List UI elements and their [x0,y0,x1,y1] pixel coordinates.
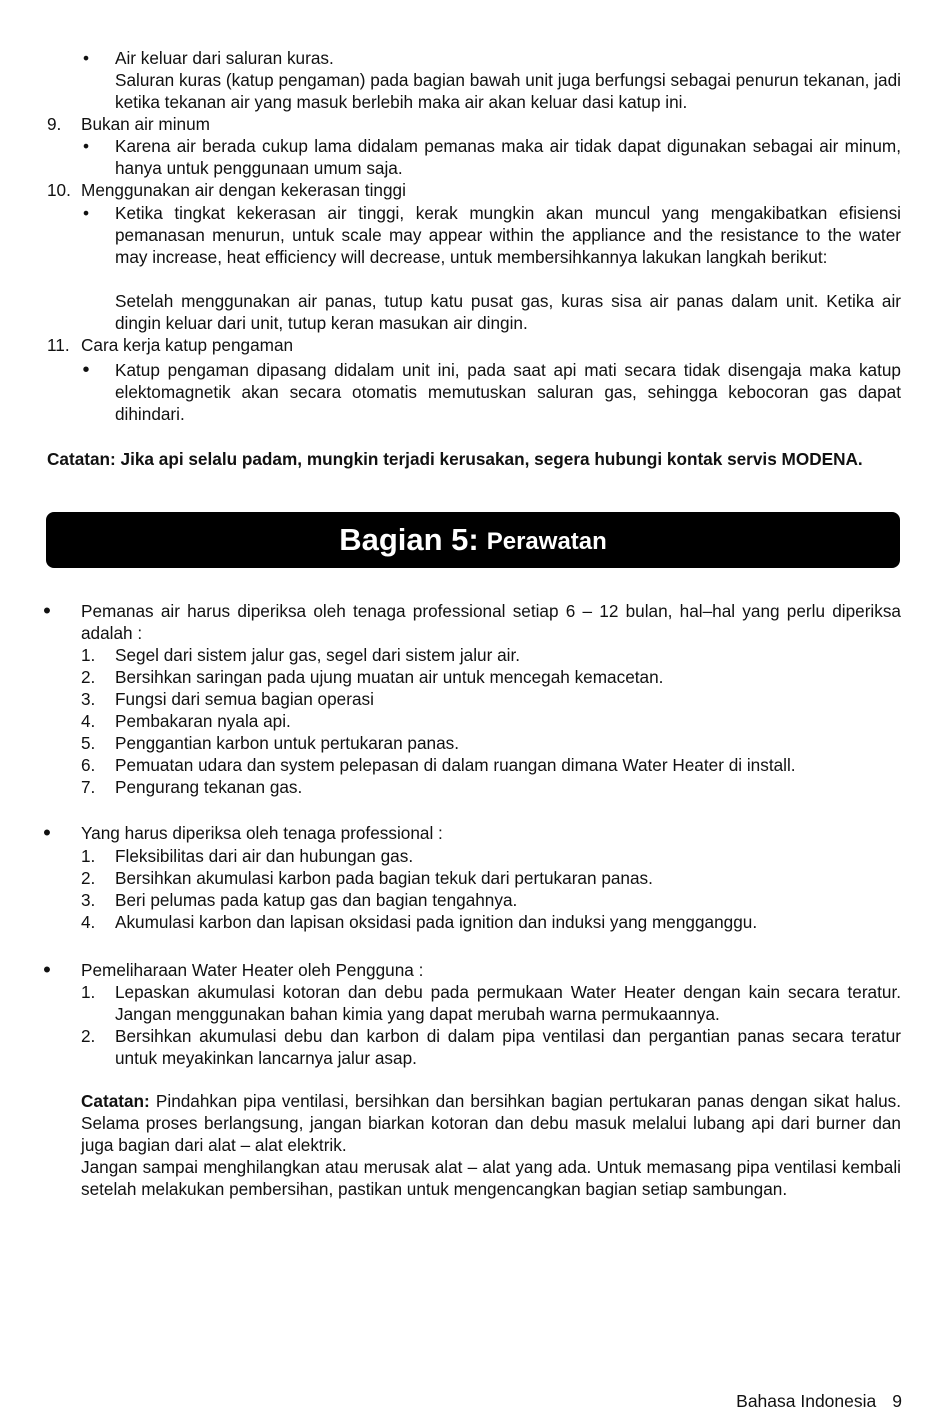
list-item [81,666,901,688]
list-item [81,889,901,911]
list-item-number: 4. [81,711,96,731]
list-item-text: Bersihkan akumulasi debu dan karbon di dalam pipa ventilasi dan pergantian panas secara teratur untuk meyakinkan lancarnya jalur asap. [115,1026,901,1068]
list-item-text: Lepaskan akumulasi kotoran dan debu pada permukaan Water Heater dengan kain secara teratur. Jangan menggunakan bahan kimia yang dapat merubah warna permukaannya. [115,982,901,1024]
list-item-number: 3. [81,689,96,709]
drain-bullet-label: Air keluar dari saluran kuras. [115,48,334,68]
list-item-number: 7. [81,777,96,797]
group-2-list [81,845,901,933]
list-item-text: Bersihkan saringan pada ujung muatan air untuk mencegah kemacetan. [115,667,664,687]
list-item [81,710,901,732]
list-item-text: Bersihkan akumulasi karbon pada bagian tekuk dari pertukaran panas. [115,868,653,888]
list-item [81,911,901,933]
item-10-bullet: Ketika tingkat kekerasan air tinggi, kerak mungkin akan muncul yang mengakibatkan efisiensi pemanasan menurun, untuk scale may appear within the appliance and the resistance to the water may increase, heat efficiency will decrease, untuk membersihkannya lakukan langkah berikut: [115,203,901,267]
bullet-icon: • [43,820,51,845]
list-item-text: Fungsi dari semua bagian operasi [115,689,374,709]
list-item-number: 3. [81,890,96,910]
footer-language: Bahasa Indonesia [736,1391,877,1411]
item-10-title: Menggunakan air dengan kekerasan tinggi [81,180,406,200]
item-11-bullet: Katup pengaman dipasang didalam unit ini, pada saat api mati secara tidak disengaja maka katup elektomagnetik akan secara otomatis memutuskan saluran gas, sehingga kebocoran gas dapat dihindari. [115,360,901,424]
item-11-number: 11. [47,335,70,355]
section-5-heading: Bagian 5: [339,522,479,557]
list-item [81,776,901,798]
bullet-icon: • [82,359,90,381]
list-item-text: Pembakaran nyala api. [115,711,291,731]
drain-bullet-body: Saluran kuras (katup pengaman) pada bagian bawah unit juga berfungsi sebagai penurun tekanan, jadi ketika tekanan air yang masuk berlebih maka air akan keluar dasi katup ini. [115,70,901,112]
bullet-icon: • [82,136,90,156]
bullet-icon: • [82,48,90,68]
group-3-intro: Pemeliharaan Water Heater oleh Pengguna : [81,960,424,980]
item-9-number: 9. [47,114,62,134]
note-text: Pindahkan pipa ventilasi, bersihkan dan bersihkan bagian pertukaran panas dengan sikat halus. Selama proses berlangsung, jangan biarkan kotoran dan debu masuk melalui lubang api dari burner dan juga bagian dari alat – alat elektrik. [81,1091,901,1155]
list-item-text: Beri pelumas pada katup gas dan bagian tengahnya. [115,890,518,910]
list-item [81,688,901,710]
group-2-intro: Yang harus diperiksa oleh tenaga professional : [81,823,443,843]
list-item-number: 2. [81,667,96,687]
list-item-text: Penggantian karbon untuk pertukaran panas. [115,733,460,753]
list-item-number: 1. [81,982,96,1002]
group-1-list [81,644,901,798]
page-number: 9 [892,1391,902,1411]
bullet-icon: • [43,957,51,982]
note-label: Catatan: [81,1091,150,1111]
list-item [81,732,901,754]
item-10-number: 10. [47,180,71,200]
item-10-body: Setelah menggunakan air panas, tutup katu pusat gas, kuras sisa air panas dalam unit. Ketika air dingin keluar dari unit, tutup keran masukan air dingin. [115,291,901,333]
maintenance-note-2: Jangan sampai menghilangkan atau merusak alat – alat yang ada. Untuk memasang pipa ventilasi kembali setelah melakukan pembersihan, pastikan untuk mengencangkan bagian setiap sambungan. [81,1157,901,1199]
bullet-icon: • [43,598,51,623]
list-item-number: 1. [81,645,96,665]
item-11-title: Cara kerja katup pengaman [81,335,294,355]
section-5-subheading: Perawatan [486,528,607,555]
list-item [81,867,901,889]
list-item-text: Pengurang tekanan gas. [115,777,303,797]
section-5-banner [46,512,900,568]
list-item-number: 1. [81,846,96,866]
list-item-text: Pemuatan udara dan system pelepasan di dalam ruangan dimana Water Heater di install. [115,755,796,775]
list-item-text: Fleksibilitas dari air dan hubungan gas. [115,846,414,866]
list-item-text: Segel dari sistem jalur gas, segel dari sistem jalur air. [115,645,521,665]
list-item-number: 6. [81,755,96,775]
list-item-text: Akumulasi karbon dan lapisan oksidasi pada ignition dan induksi yang mengganggu. [115,912,758,932]
bullet-icon: • [82,203,90,223]
list-item-number: 5. [81,733,96,753]
list-item-number: 4. [81,912,96,932]
top-note: Catatan: Jika api selalu padam, mungkin terjadi kerusakan, segera hubungi kontak servis MODENA. [47,449,863,469]
item-9-title: Bukan air minum [81,114,210,134]
list-item-number: 2. [81,868,96,888]
list-item [81,845,901,867]
group-1-intro: Pemanas air harus diperiksa oleh tenaga professional setiap 6 – 12 bulan, hal–hal yang perlu diperiksa adalah : [81,601,901,643]
maintenance-note [81,1090,901,1156]
list-item-number: 2. [81,1026,96,1046]
list-item [81,644,901,666]
list-item [81,754,901,776]
item-9-bullet: Karena air berada cukup lama didalam pemanas maka air tidak dapat digunakan sebagai air minum, hanya untuk penggunaan umum saja. [115,136,901,178]
page-footer [736,1390,902,1412]
